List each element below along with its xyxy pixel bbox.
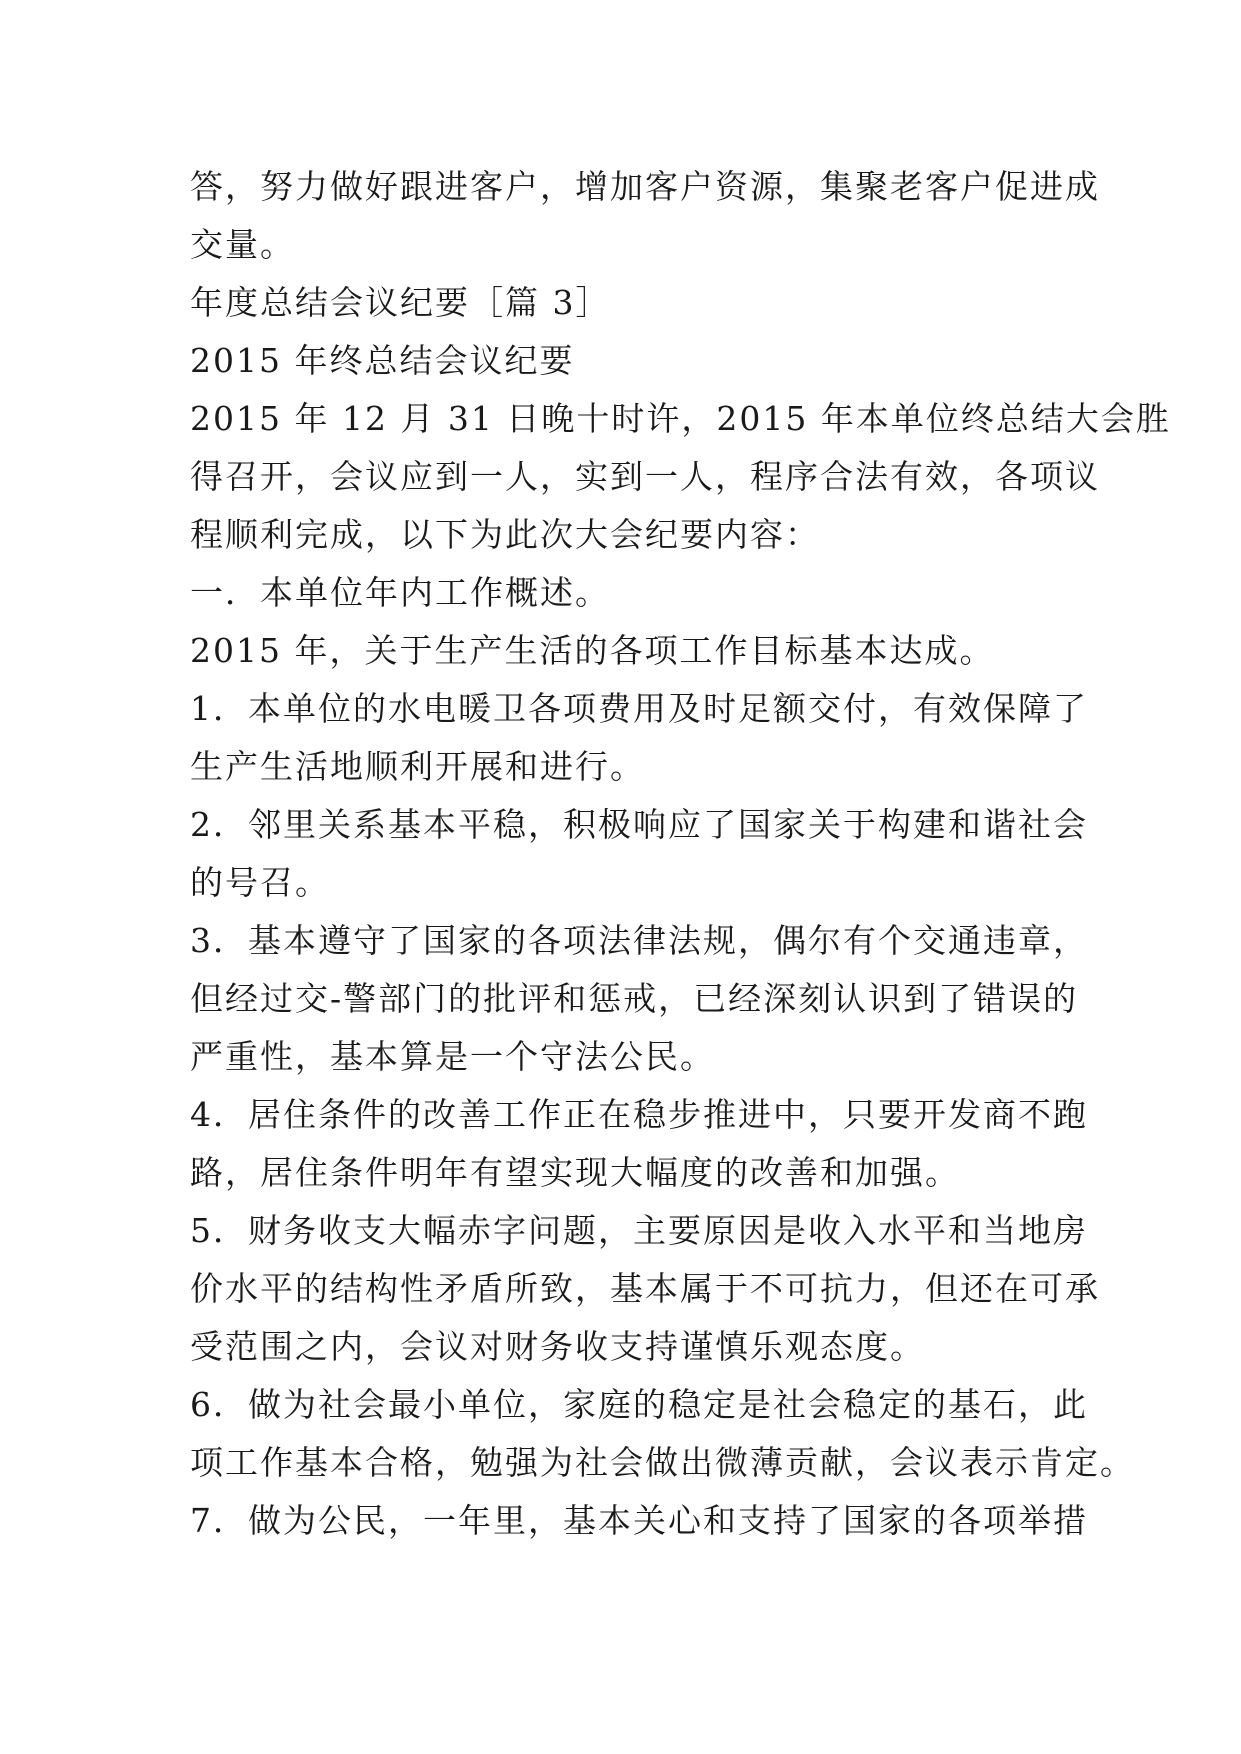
text-line: 价水平的结构性矛盾所致，基本属于不可抗力，但还在可承 (190, 1269, 1100, 1308)
list-item-6: 6．做为社会最小单位，家庭的稳定是社会稳定的基石，此 (190, 1385, 1088, 1424)
text-line: 的号召。 (190, 863, 330, 902)
list-item-4: 4．居住条件的改善工作正在稳步推进中，只要开发商不跑 (190, 1095, 1088, 1134)
text-line: 2015 年，关于生产生活的各项工作目标基本达成。 (190, 631, 995, 670)
subsection-heading: 一．本单位年内工作概述。 (190, 573, 610, 612)
list-item-1: 1．本单位的水电暖卫各项费用及时足额交付，有效保障了 (190, 689, 1088, 728)
text-line: 程顺利完成，以下为此次大会纪要内容： (190, 515, 820, 554)
text-line: 受范围之内，会议对财务收支持谨慎乐观态度。 (190, 1327, 925, 1366)
text-line: 严重性，基本算是一个守法公民。 (190, 1037, 715, 1076)
text-line: 生产生活地顺利开展和进行。 (190, 747, 645, 786)
list-item-3: 3．基本遵守了国家的各项法律法规，偶尔有个交通违章， (190, 921, 1088, 960)
text-line: 但经过交-警部门的批评和惩戒，已经深刻认识到了错误的 (190, 979, 1079, 1018)
text-line: 项工作基本合格，勉强为社会做出微薄贡献，会议表示肯定。 (190, 1443, 1135, 1482)
text-line: 路，居住条件明年有望实现大幅度的改善和加强。 (190, 1153, 960, 1192)
text-line: 得召开，会议应到一人，实到一人，程序合法有效，各项议 (190, 457, 1100, 496)
list-item-5: 5．财务收支大幅赤字问题，主要原因是收入水平和当地房 (190, 1211, 1088, 1250)
text-line: 2015 年 12 月 31 日晚十时许，2015 年本单位终总结大会胜 (190, 399, 1171, 438)
section-heading: 年度总结会议纪要［篇 3］ (190, 283, 611, 322)
document-title: 2015 年终总结会议纪要 (190, 341, 575, 380)
list-item-7: 7．做为公民，一年里，基本关心和支持了国家的各项举措 (190, 1501, 1088, 1540)
text-line: 答，努力做好跟进客户，增加客户资源，集聚老客户促进成 (190, 167, 1100, 206)
document-body (190, 158, 1171, 1550)
text-line: 交量。 (190, 225, 295, 264)
list-item-2: 2．邻里关系基本平稳，积极响应了国家关于构建和谐社会 (190, 805, 1088, 844)
